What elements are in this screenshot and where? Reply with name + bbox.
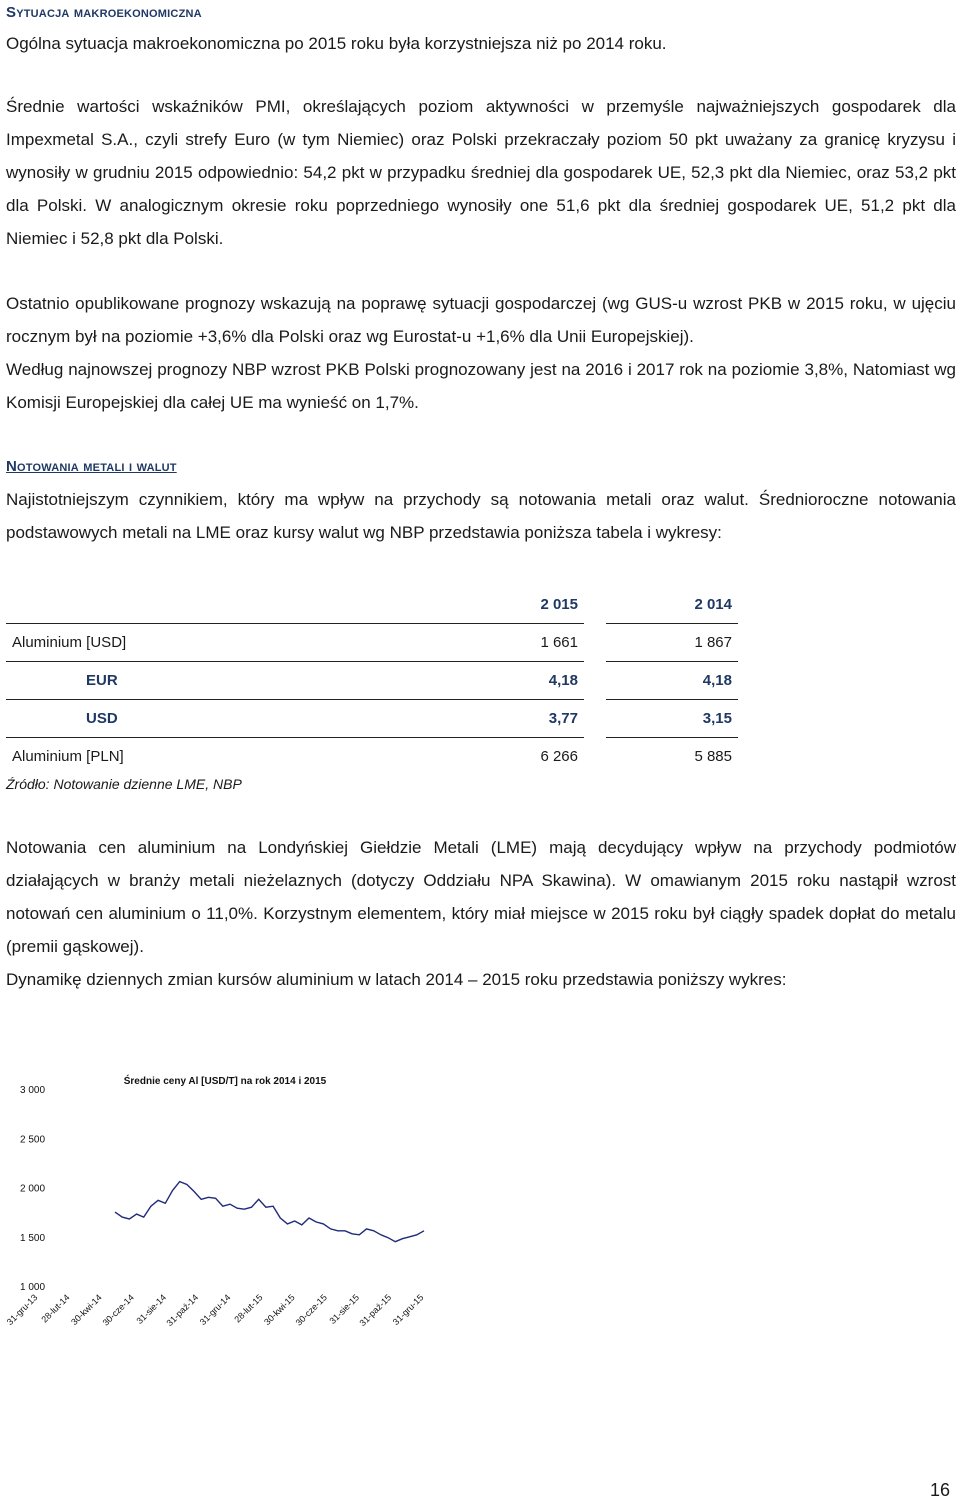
paragraph-intro: Ogólna sytuacja makroekonomiczna po 2015 roku była korzystniejsza niż po 2014 roku. (6, 34, 667, 53)
row-value-2014: 5 885 (606, 738, 738, 776)
row-label: Aluminium [USD] (6, 624, 452, 662)
row-value-2015: 3,77 (452, 700, 584, 738)
metals-currency-table (6, 586, 738, 775)
row-value-2015: 1 661 (452, 624, 584, 662)
table-header-2015: 2 015 (540, 596, 578, 613)
table-source-note: Źródło: Notowanie dzienne LME, NBP (6, 776, 242, 792)
x-tick-label: 31-paź-15 (357, 1292, 394, 1329)
table-row (6, 738, 738, 776)
x-tick-label: 31-gru-13 (4, 1292, 40, 1328)
table-header-row (6, 586, 738, 624)
row-label: EUR (6, 662, 452, 700)
x-tick-label: 28-lut-14 (39, 1292, 72, 1325)
y-tick-label: 1 500 (20, 1232, 46, 1244)
table-row (6, 700, 738, 738)
chart-series-line (115, 1182, 424, 1242)
paragraph-lme: Notowania cen aluminium na Londyńskiej Giełdzie Metali (LME) mają decydujący wpływ na przychody podmiotów działających w branży metali nieżelaznych (dotyczy Oddziału NPA Skawina). W omawianym 2015 roku nastąpił wzrost notowań cen aluminium o 11,0%. Korzystnym elementem, który miał miejsce w 2015 roku był ciągły spadek dopłat do metalu (premii gąskowej). (6, 838, 956, 956)
aluminium-price-chart (0, 1060, 460, 1350)
y-tick-label: 2 500 (20, 1134, 46, 1146)
y-tick-label: 1 000 (20, 1282, 46, 1293)
table-row (6, 624, 738, 662)
section-heading-metals: Notowania metali i walut (6, 458, 177, 475)
page-number: 16 (929, 1480, 950, 1500)
table-header-2014: 2 014 (694, 596, 732, 613)
x-tick-label: 31-gru-15 (390, 1292, 426, 1328)
x-tick-label: 31-sie-15 (327, 1292, 362, 1326)
paragraph-chart-intro: Dynamikę dziennych zmian kursów aluminium w latach 2014 – 2015 roku przedstawia poniższy wykres: (6, 970, 787, 989)
paragraph-forecast-nbp: Według najnowszej prognozy NBP wzrost PKB Polski prognozowany jest na 2016 i 2017 rok na poziomie 3,8%, Natomiast wg Komisji Europejskiej dla całej UE ma wynieść on 1,7%. (6, 360, 956, 412)
y-tick-label: 2 000 (20, 1183, 46, 1195)
chart-title: Średnie ceny Al [USD/T] na rok 2014 i 2015 (123, 1076, 327, 1087)
row-value-2014: 4,18 (606, 662, 738, 700)
x-tick-label: 31-gru-14 (197, 1292, 233, 1328)
paragraph-pmi: Średnie wartości wskaźników PMI, określających poziom aktywności w przemyśle najważniejszych gospodarek dla Impexmetal S.A., czyli strefy Euro (w tym Niemiec) oraz Polski przekraczały poziom 50 pkt uważany za granicę kryzysu i wynosiły w grudniu 2015 odpowiednio: 54,2 pkt w przypadku średniej dla gospodarek UE, 52,3 pkt dla Niemiec, oraz 53,2 pkt dla Polski. W analogicznym okresie roku poprzedniego wynosiły one 51,6 pkt dla średniej gospodarek UE, 51,2 pkt dla Niemiec i 52,8 pkt dla Polski. (6, 97, 956, 248)
table-row (6, 662, 738, 700)
paragraph-metals-intro: Najistotniejszym czynnikiem, który ma wpływ na przychody są notowania metali oraz walut. Średnioroczne notowania podstawowych metali na LME oraz kursy walut wg NBP przedstawia poniższa tabela i wykresy: (6, 490, 956, 542)
row-value-2015: 4,18 (452, 662, 584, 700)
row-value-2014: 3,15 (606, 700, 738, 738)
x-tick-label: 31-sie-14 (134, 1292, 169, 1326)
row-value-2015: 6 266 (452, 738, 584, 776)
row-label: Aluminium [PLN] (6, 738, 452, 776)
section-heading-macro: Sytuacja makroekonomiczna (6, 4, 202, 21)
paragraph-forecast-gus: Ostatnio opublikowane prognozy wskazują na poprawę sytuacji gospodarczej (wg GUS-u wzrost PKB w 2015 roku, w ujęciu rocznym był na poziomie +3,6% dla Polski oraz wg Eurostat-u +1,6% dla Unii Europejskiej). (6, 294, 956, 346)
x-tick-label: 31-paź-14 (164, 1292, 201, 1329)
row-value-2014: 1 867 (606, 624, 738, 662)
x-tick-label: 30-cze-14 (100, 1292, 136, 1328)
row-label: USD (6, 700, 452, 738)
x-tick-label: 28-lut-15 (232, 1292, 265, 1325)
x-tick-label: 30-kwi-14 (69, 1292, 104, 1328)
y-tick-label: 3 000 (20, 1085, 46, 1096)
x-tick-label: 30-cze-15 (293, 1292, 329, 1328)
x-tick-label: 30-kwi-15 (262, 1292, 297, 1328)
